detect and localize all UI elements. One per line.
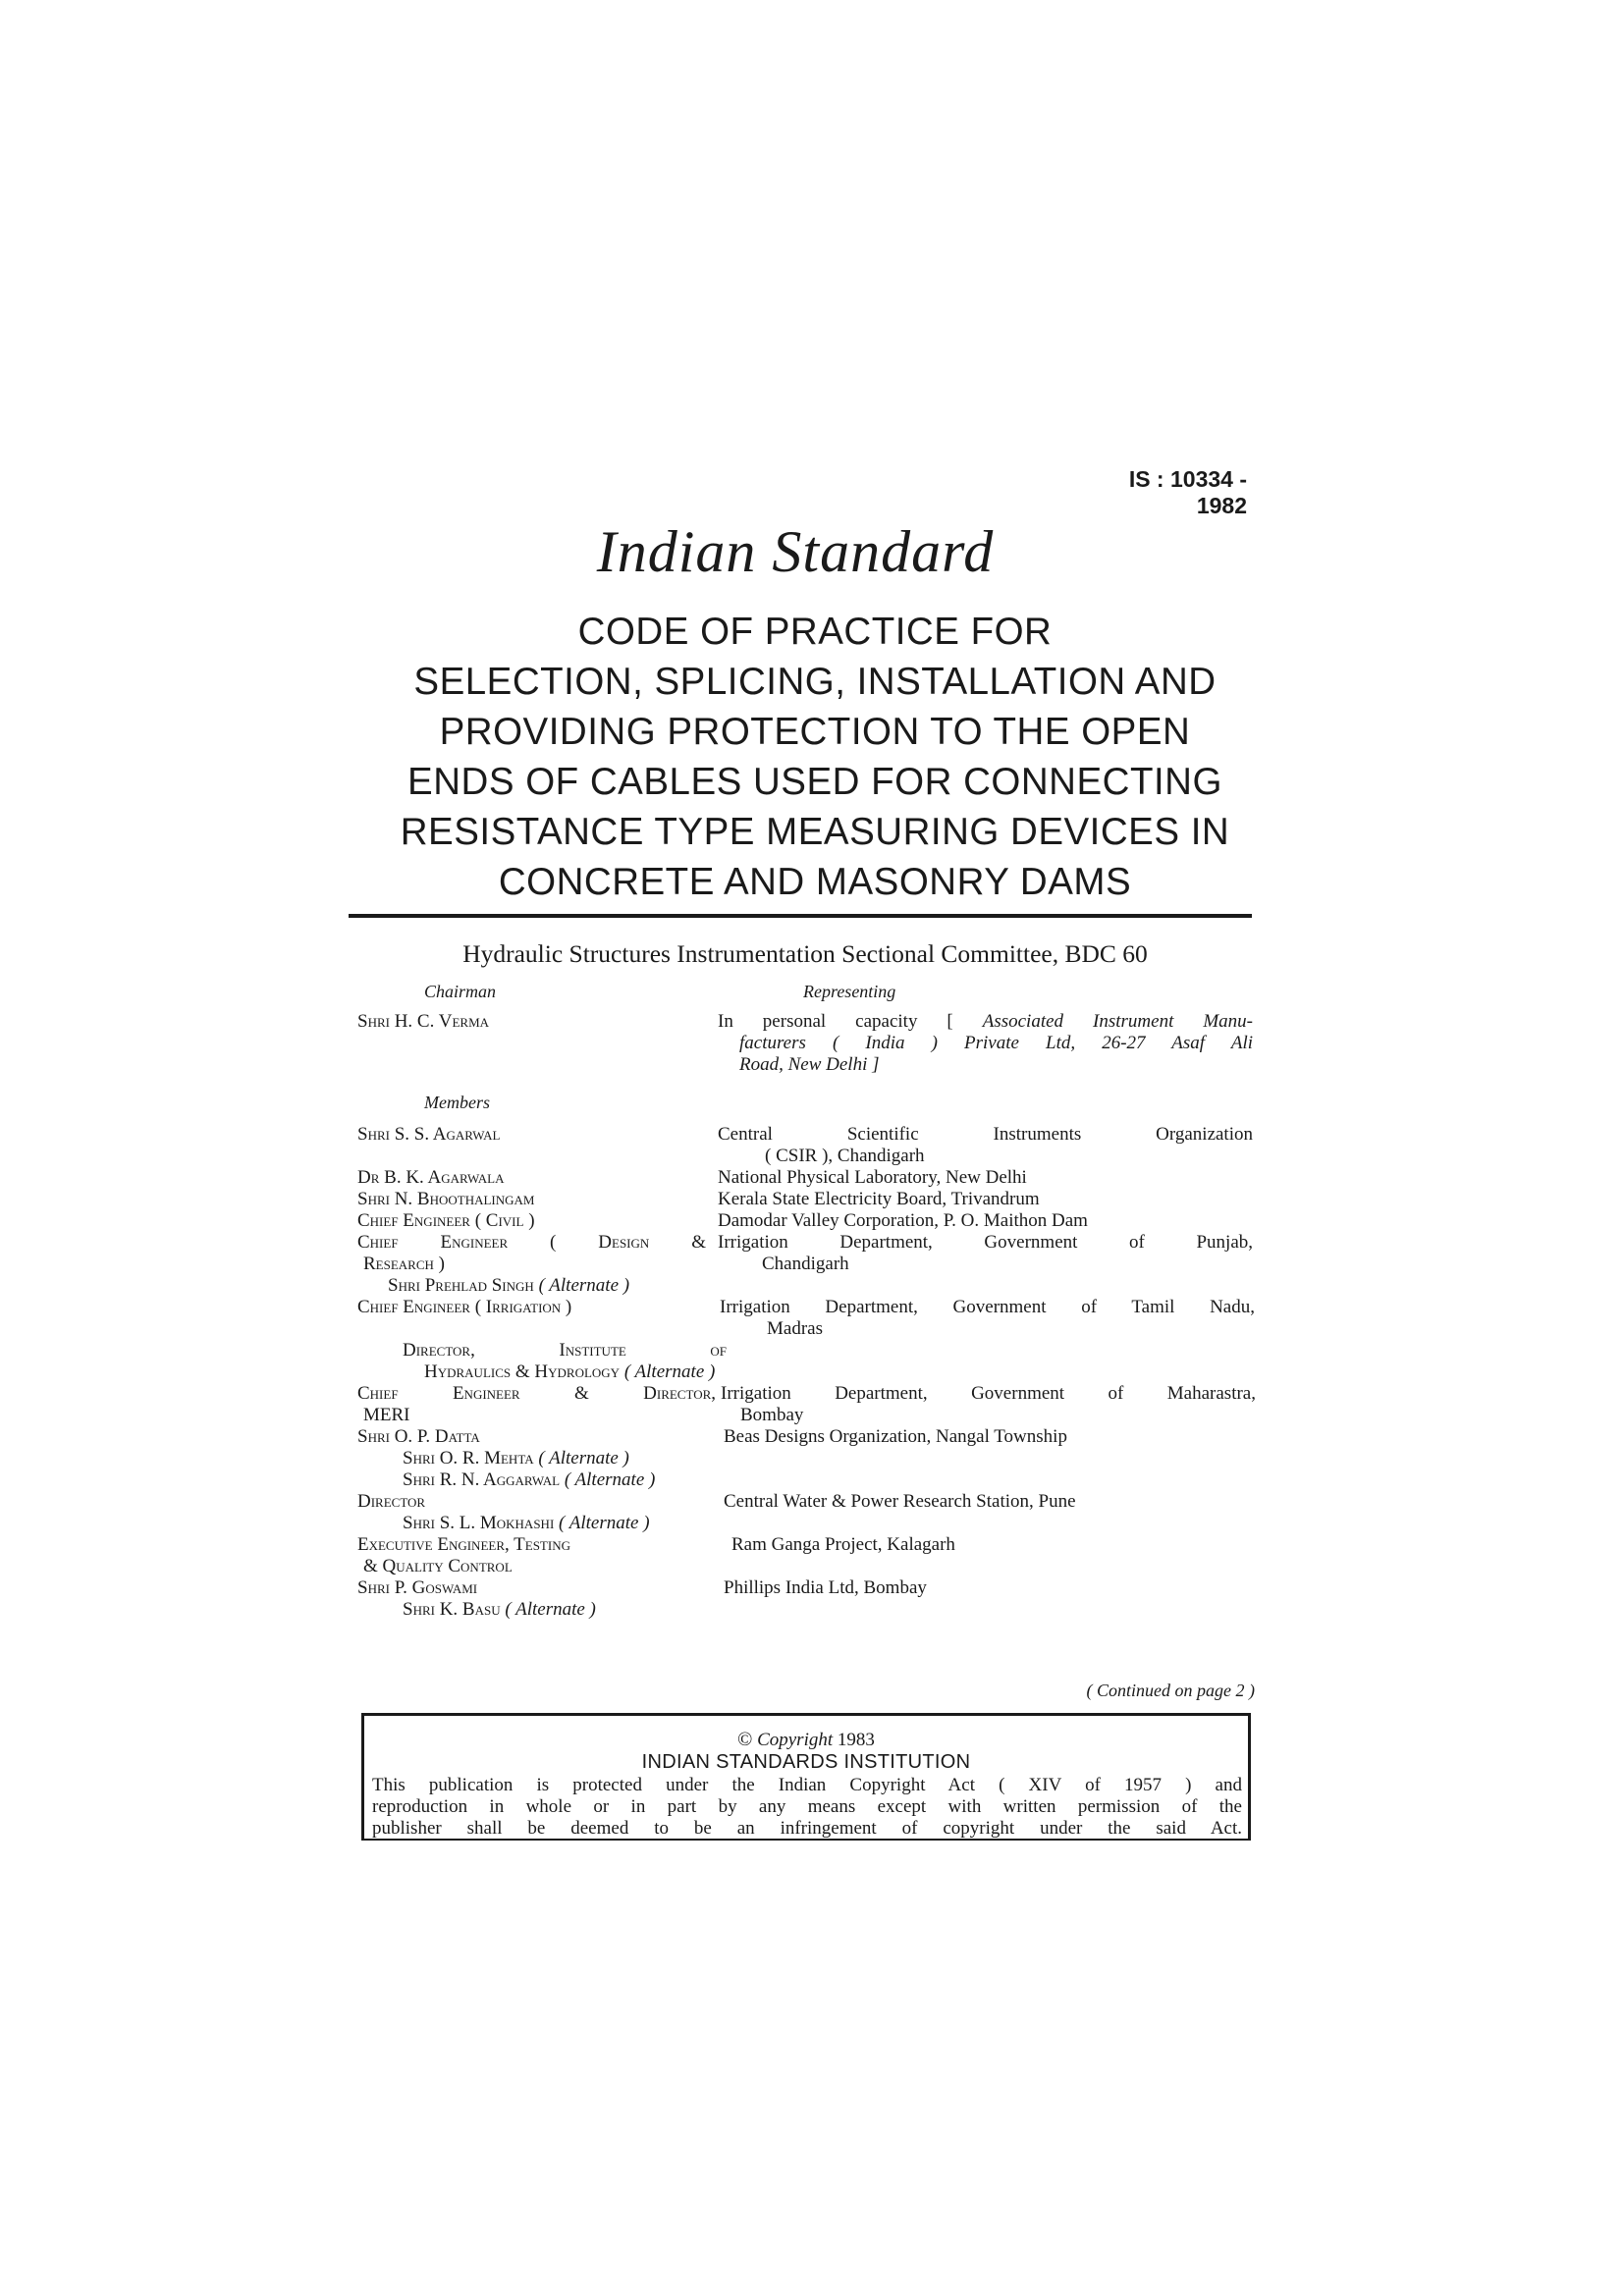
alternate-tag: ( Alternate ) — [623, 1362, 716, 1382]
alternate-member — [403, 1340, 727, 1383]
copyright-notice-line: This publication is protected under the Indian Copyright Act ( XIV of 1957 ) and — [372, 1775, 1242, 1795]
committee-name: Hydraulic Structures Instrumentation Sectional Committee, BDC 60 — [462, 939, 1148, 968]
member-name-line: Chief Engineer ( Design & — [357, 1232, 706, 1253]
member-name-line: MERI — [363, 1405, 410, 1425]
member-representing: Ram Ganga Project, Kalagarh — [731, 1534, 955, 1555]
alternate-name: Shri R. N. Aggarwal — [403, 1469, 561, 1490]
member-name-line: Chief Engineer & Director, — [357, 1383, 716, 1404]
alternate-tag: ( Alternate ) — [559, 1513, 650, 1533]
member-rep-line: Irrigation Department, Government of Tamil Nadu, — [720, 1297, 1255, 1317]
member-representing: Kerala State Electricity Board, Trivandrum — [718, 1189, 1040, 1209]
chairman-rep-line: facturers ( India ) Private Ltd, 26-27 Asaf Ali — [739, 1033, 1253, 1053]
alternate-name-line: Director, Institute of — [403, 1340, 727, 1361]
alternate-member — [403, 1513, 650, 1534]
chairman-name: Shri H. C. Verma — [357, 1011, 490, 1032]
representing-header: Representing — [803, 982, 896, 1001]
member-name-line: Executive Engineer, Testing — [357, 1534, 570, 1555]
member-representing: Phillips India Ltd, Bombay — [724, 1577, 927, 1598]
member-name — [357, 1383, 716, 1426]
alternate-name-line: Hydraulics & Hydrology — [424, 1362, 621, 1382]
member-name: Shri P. Goswami — [357, 1577, 478, 1598]
member-name-line: Research ) — [363, 1254, 445, 1274]
copyright-label: Copyright — [757, 1730, 834, 1750]
member-name: Shri S. S. Agarwal — [357, 1124, 501, 1145]
chairman-rep-line: Road, New Delhi ] — [739, 1054, 880, 1075]
title-line: SELECTION, SPLICING, INSTALLATION AND — [413, 661, 1217, 703]
standard-number: IS : 10334 - 1982 — [1128, 466, 1247, 518]
member-name: Chief Engineer ( Civil ) — [357, 1210, 535, 1231]
alternate-member — [388, 1275, 629, 1297]
title-line: ENDS OF CABLES USED FOR CONNECTING — [407, 761, 1222, 803]
copyright-icon: © — [737, 1729, 753, 1750]
member-name: Chief Engineer ( Irrigation ) — [357, 1297, 572, 1317]
member-representing — [721, 1383, 1256, 1426]
member-representing: Central Water & Power Research Station, Pune — [724, 1491, 1076, 1512]
member-rep-line: ( CSIR ), Chandigarh — [765, 1146, 925, 1166]
chairman-rep-line: Associated Instrument Manu- — [982, 1011, 1253, 1032]
member-name-line: & Quality Control — [363, 1556, 513, 1576]
member-name: Director — [357, 1491, 426, 1512]
document-title — [334, 607, 1296, 907]
member-representing: Damodar Valley Corporation, P. O. Maithon Dam — [718, 1210, 1088, 1231]
document-heading: Indian Standard — [596, 519, 995, 584]
chairman-rep-prefix: In personal capacity [ — [718, 1011, 953, 1032]
copyright-box — [361, 1713, 1251, 1841]
chairman-representing — [718, 1011, 1253, 1076]
chairman-header: Chairman — [424, 982, 497, 1001]
alternate-member — [403, 1448, 629, 1469]
member-name: Dr B. K. Agarwala — [357, 1167, 505, 1188]
alternate-name: Shri K. Basu — [403, 1599, 501, 1620]
copyright-notice-line: reproduction in whole or in part by any means except with written permission of the — [372, 1796, 1242, 1817]
member-name: Shri O. P. Datta — [357, 1426, 480, 1447]
copyright-line — [364, 1729, 1248, 1751]
alternate-tag: ( Alternate ) — [564, 1469, 656, 1490]
member-representing: National Physical Laboratory, New Delhi — [718, 1167, 1027, 1188]
alternate-name: Shri O. R. Mehta — [403, 1448, 534, 1468]
members-header: Members — [424, 1093, 490, 1112]
member-representing — [720, 1297, 1255, 1340]
member-rep-line: Madras — [767, 1318, 823, 1339]
member-rep-line: Irrigation Department, Government of Punjab, — [718, 1232, 1253, 1253]
alternate-tag: ( Alternate ) — [505, 1599, 596, 1620]
member-representing — [718, 1232, 1253, 1275]
copyright-notice-line: publisher shall be deemed to be an infringement of copyright under the said Act. — [372, 1818, 1242, 1839]
alternate-tag: ( Alternate ) — [538, 1448, 629, 1468]
member-rep-line: Central Scientific Instruments Organization — [718, 1124, 1253, 1145]
alternate-member — [403, 1599, 596, 1621]
title-line: RESISTANCE TYPE MEASURING DEVICES IN — [400, 811, 1230, 853]
alternate-tag: ( Alternate ) — [538, 1275, 630, 1296]
member-rep-line: Irrigation Department, Government of Maharastra, — [721, 1383, 1256, 1404]
title-line: CODE OF PRACTICE FOR — [577, 611, 1053, 653]
member-name — [357, 1534, 570, 1577]
member-representing: Beas Designs Organization, Nangal Township — [724, 1426, 1067, 1447]
copyright-year: 1983 — [837, 1730, 875, 1750]
member-representing — [718, 1124, 1253, 1167]
alternate-name: Shri Prehlad Singh — [388, 1275, 534, 1296]
continued-note: ( Continued on page 2 ) — [1086, 1681, 1255, 1700]
member-name: Shri N. Bhoothalingam — [357, 1189, 535, 1209]
member-rep-line: Chandigarh — [762, 1254, 849, 1274]
title-line: CONCRETE AND MASONRY DAMS — [498, 861, 1132, 903]
member-rep-line: Bombay — [740, 1405, 804, 1425]
copyright-institution: INDIAN STANDARDS INSTITUTION — [641, 1751, 971, 1773]
title-divider — [349, 914, 1252, 918]
member-name — [357, 1232, 706, 1275]
alternate-member — [403, 1469, 655, 1491]
title-line: PROVIDING PROTECTION TO THE OPEN — [439, 711, 1191, 753]
alternate-name: Shri S. L. Mokhashi — [403, 1513, 555, 1533]
copyright-notice — [372, 1775, 1242, 1840]
